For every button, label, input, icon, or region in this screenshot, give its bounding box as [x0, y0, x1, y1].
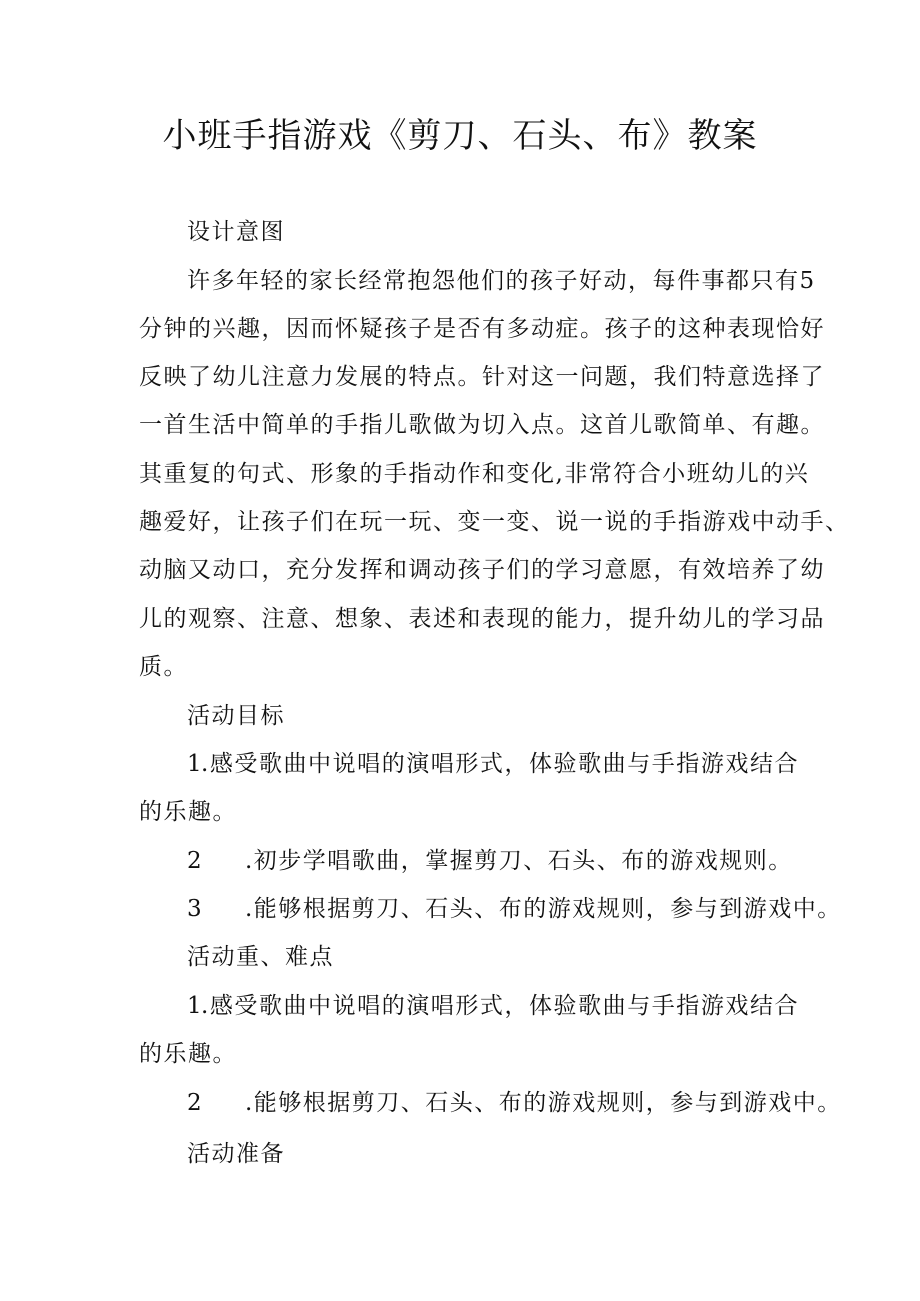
key-point-item-2-number: 2 — [187, 1090, 204, 1116]
section-heading-design: 设计意图 — [187, 219, 285, 245]
goal-item-3-number: 3 — [187, 896, 204, 922]
document-title: 小班手指游戏《剪刀、石头、布》教案 — [162, 116, 758, 156]
goal-item-3-text: .能够根据剪刀、石头、布的游戏规则，参与到游戏中。 — [245, 896, 842, 922]
goal-item-1-number: 1 — [187, 751, 204, 777]
paragraph-line: 反映了幼儿注意力发展的特点。针对这一问题，我们特意选择了 — [139, 364, 825, 390]
paragraph-line: 一首生活中简单的手指儿歌做为切入点。这首儿歌简单、有趣。 — [139, 412, 825, 438]
section-heading-preparation: 活动准备 — [187, 1141, 285, 1167]
section-heading-key-points: 活动重、难点 — [187, 944, 334, 970]
goal-item-2-text: .初步学唱歌曲，掌握剪刀、石头、布的游戏规则。 — [245, 848, 793, 874]
section-heading-goals: 活动目标 — [187, 703, 285, 729]
paragraph-line: 其重复的句式、形象的手指动作和变化,非常符合小班幼儿的兴 — [139, 461, 810, 487]
goal-item-1 — [187, 749, 799, 779]
key-point-item-2 — [187, 1088, 847, 1118]
paragraph-line: 质。 — [139, 654, 188, 680]
goal-item-1-text: .感受歌曲中说唱的演唱形式，体验歌曲与手指游戏结合 — [201, 751, 799, 777]
key-point-item-1 — [187, 991, 799, 1021]
paragraph-line: 分钟的兴趣，因而怀疑孩子是否有多动症。孩子的这种表现恰好 — [139, 316, 825, 342]
paragraph-line: 动脑又动口，充分发挥和调动孩子们的学习意愿，有效培养了幼 — [139, 557, 825, 583]
key-point-item-1-text: .感受歌曲中说唱的演唱形式，体验歌曲与手指游戏结合 — [201, 993, 799, 1019]
goal-item-2-number: 2 — [187, 848, 204, 874]
key-point-item-2-text: .能够根据剪刀、石头、布的游戏规则，参与到游戏中。 — [245, 1090, 842, 1116]
key-point-item-1-number: 1 — [187, 993, 204, 1019]
goal-item-3 — [187, 894, 847, 924]
paragraph-line: 许多年轻的家长经常抱怨他们的孩子好动，每件事都只有5 — [187, 268, 816, 294]
key-point-item-1-continuation: 的乐趣。 — [139, 1041, 237, 1067]
paragraph-line: 儿的观察、注意、想象、表述和表现的能力，提升幼儿的学习品 — [139, 606, 825, 632]
goal-item-2 — [187, 846, 847, 876]
goal-item-1-continuation: 的乐趣。 — [139, 799, 237, 825]
paragraph-line: 趣爱好，让孩子们在玩一玩、变一变、说一说的手指游戏中动手、 — [139, 509, 850, 535]
